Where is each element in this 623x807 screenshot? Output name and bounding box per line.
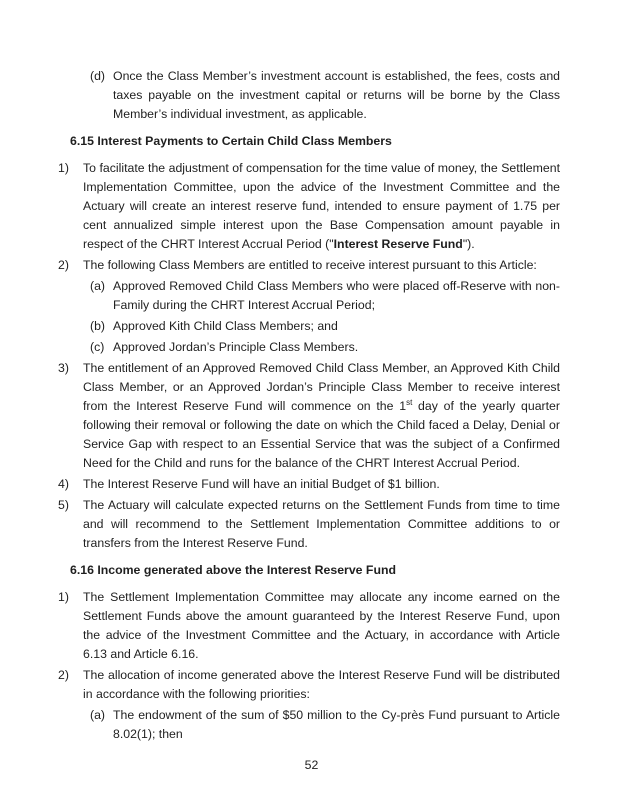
list-item-6-15-1 (58, 159, 560, 254)
page-number: 52 (304, 758, 319, 772)
sub-item-6-15-2a (90, 277, 560, 315)
document-page (58, 65, 560, 744)
sub-item-text: The endowment of the sum of $50 million to the Cy-près Fund pursuant to Article 8.02(1); then (113, 708, 560, 741)
list-item-text: The following Class Members are entitled to receive interest pursuant to this Article: (83, 258, 537, 272)
sub-item-6-15-2b (90, 317, 560, 336)
clause-d (90, 67, 560, 124)
sub-item-label: (b) (90, 319, 106, 333)
list-item-label: 2) (58, 258, 69, 272)
sub-item-text: Approved Removed Child Class Members who were placed off-Reserve with non-Family during the CHRT Interest Accrual Period; (113, 279, 560, 312)
list-item-6-16-1 (58, 588, 560, 664)
sub-item-6-16-2a (90, 706, 560, 744)
list-item-text: The Settlement Implementation Committee may allocate any income earned on the Settlement Funds above the amount guaranteed by the Interest Reserve Fund, upon the advice of the Investment Committee and the Actuary, in accordance with Article 6.13 and Article 6.16. (83, 590, 560, 661)
sub-item-label: (a) (90, 279, 106, 293)
sub-item-label: (c) (90, 340, 105, 354)
clause-text: Once the Class Member’s investment account is established, the fees, costs and taxes payable on the investment capital or returns will be borne by the Class Member’s individual investment, as applicable. (113, 69, 560, 121)
clause-label: (d) (90, 69, 106, 83)
text-segment: day of the yearly quarter following their removal or following the date on which the Child faced a Delay, Denial or Service Gap with respect to an Essential Service that was the subject of a Confirmed Need for the Child and runs for the balance of the CHRT Interest Accrual Period. (83, 399, 560, 470)
ordinal-superscript: st (406, 397, 413, 407)
list-item-6-16-2 (58, 666, 560, 704)
section-heading-6-16: 6.16 Income generated above the Interest Reserve Fund (70, 563, 396, 577)
list-item-text (83, 359, 560, 473)
list-item-label: 5) (58, 498, 69, 512)
text-segment: "). (462, 237, 475, 251)
list-item-label: 1) (58, 161, 69, 175)
list-item-text: The Actuary will calculate expected returns on the Settlement Funds from time to time and will recommend to the Settlement Implementation Committee additions to or transfers from the Interest Reserve Fund. (83, 498, 560, 550)
sub-item-text: Approved Jordan’s Principle Class Members. (113, 340, 359, 354)
list-item-text (83, 159, 560, 254)
defined-term: Interest Reserve Fund (333, 237, 463, 251)
list-item-text: The Interest Reserve Fund will have an initial Budget of $1 billion. (83, 477, 440, 491)
list-item-6-15-4 (58, 475, 560, 494)
list-item-label: 1) (58, 590, 69, 604)
list-item-label: 2) (58, 668, 69, 682)
list-item-text: The allocation of income generated above the Interest Reserve Fund will be distributed in accordance with the following priorities: (83, 668, 560, 701)
sub-item-label: (a) (90, 708, 106, 722)
text-segment: To facilitate the adjustment of compensation for the time value of money, the Settlement Implementation Committee, upon the advice of the Investment Committee and the Actuary will create an interest reserve fund, intended to ensure payment of 1.75 per cent annualized simple interest upon the Base Compensation amount payable in respect of the CHRT Interest Accrual Period (" (83, 161, 560, 251)
text-segment: The entitlement of an Approved Removed Child Class Member, an Approved Kith Child Class Member, or an Approved Jordan’s Principle Class Member to receive interest from the Interest Reserve Fund will commence on the 1 (83, 361, 560, 413)
list-item-label: 4) (58, 477, 69, 491)
list-item-6-15-5 (58, 496, 560, 553)
sub-item-text: Approved Kith Child Class Members; and (113, 319, 338, 333)
list-item-6-15-2 (58, 256, 560, 275)
sub-item-6-15-2c (90, 338, 560, 357)
list-item-label: 3) (58, 361, 69, 375)
section-heading-6-15: 6.15 Interest Payments to Certain Child Class Members (70, 134, 392, 148)
list-item-6-15-3 (58, 359, 560, 473)
